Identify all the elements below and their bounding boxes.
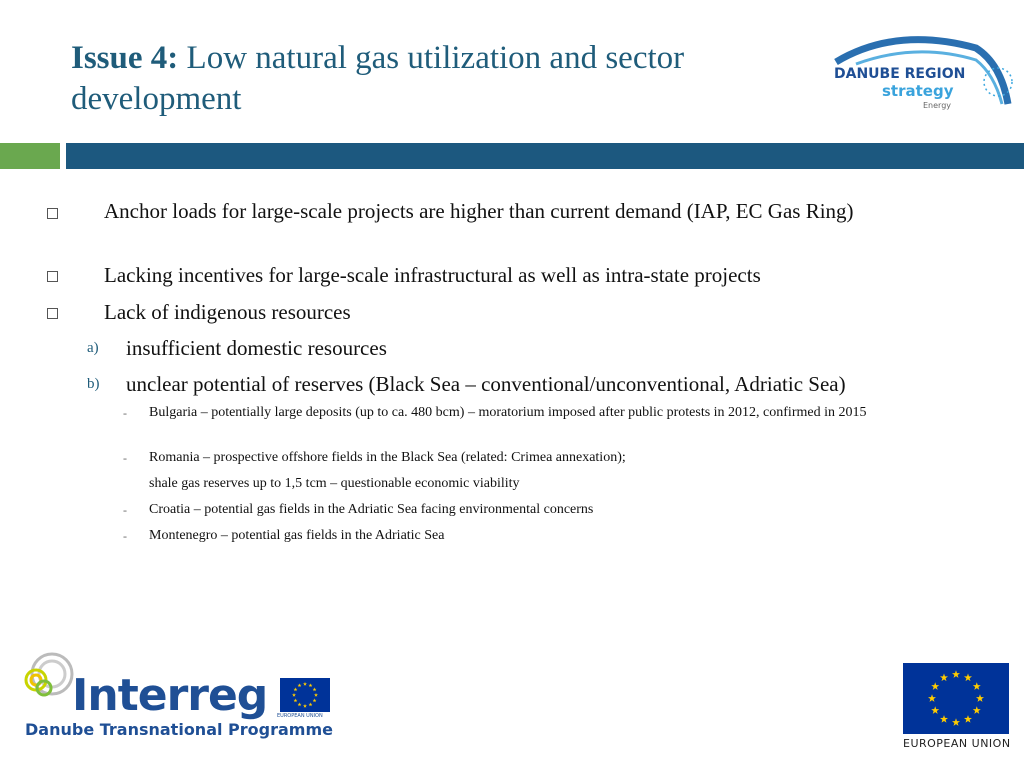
bullet-lack-resources: Lack of indigenous resources [104,300,351,324]
eu-stars-icon [280,678,330,712]
eu-star [964,715,972,723]
interreg-swirl-icon [22,650,78,710]
dash-marker: - [123,451,127,465]
eu-star [293,698,297,702]
eu-star [314,693,318,697]
title-text: Low natural gas utilization and sector development [71,40,685,117]
eu-star [931,706,939,714]
eu-star [309,683,313,687]
square-bullet-icon [47,271,58,282]
eu-star [293,687,297,691]
dash-marker: - [123,503,127,517]
detail-montenegro: Montenegro – potential gas fields in the Adriatic Sea [149,528,445,543]
sub-item-domestic: insufficient domestic resources [126,336,387,360]
square-bullet-icon [47,208,58,219]
sub-item-reserves: unclear potential of reserves (Black Sea – conventional/unconventional, Adriatic Sea) [126,372,846,396]
eu-star [952,670,960,678]
danube-region-strategy-logo [826,34,1016,116]
square-bullet-icon [47,308,58,319]
eu-star [928,694,936,702]
eu-star [303,682,307,686]
eu-star [931,682,939,690]
eu-star [973,706,981,714]
eu-star [313,687,317,691]
eu-star [303,704,307,708]
detail-bulgaria: Bulgaria – potentially large deposits (up to ca. 480 bcm) – moratorium imposed after public protests in 2012, confirmed in 2015 [149,405,867,420]
eu-star [940,674,948,682]
eu-small-label: EUROPEAN UNION [277,713,323,719]
logo-line2: strategy [882,82,954,100]
dash-marker: - [123,406,127,420]
title-issue-label: Issue 4: [71,40,179,76]
bullet-anchor-loads: Anchor loads for large-scale projects are higher than current demand (IAP, EC Gas Ring) [104,199,854,223]
eu-star [309,702,313,706]
detail-romania-shale: shale gas reserves up to 1,5 tcm – questionable economic viability [149,476,520,491]
header-band-green [0,143,60,169]
eu-star [940,715,948,723]
logo-line1: DANUBE REGION [834,66,966,82]
eu-star [973,682,981,690]
bullet-lacking-incentives: Lacking incentives for large-scale infrastructural as well as intra-state projects [104,263,761,287]
eu-star [298,683,302,687]
interreg-word: Interreg [72,670,268,721]
eu-star [976,694,984,702]
dash-marker: - [123,529,127,543]
eu-small-flag [280,678,330,712]
eu-star [298,702,302,706]
eu-star [313,698,317,702]
eu-label: EUROPEAN UNION [903,737,1011,750]
eu-star [964,674,972,682]
detail-croatia: Croatia – potential gas fields in the Adriatic Sea facing environmental concerns [149,502,594,517]
sub-marker-a: a) [87,340,99,356]
logo-line3: Energy [923,101,952,110]
eu-flag [903,663,1009,734]
slide-title [71,38,771,120]
programme-name: Danube Transnational Programme [25,720,333,739]
header-band-blue [66,143,1024,169]
detail-romania: Romania – prospective offshore fields in the Black Sea (related: Crimea annexation); [149,450,626,465]
eu-stars-icon [903,663,1009,734]
eu-star [292,693,296,697]
sub-marker-b: b) [87,376,100,392]
interreg-logo [22,650,342,742]
eu-star [952,718,960,726]
